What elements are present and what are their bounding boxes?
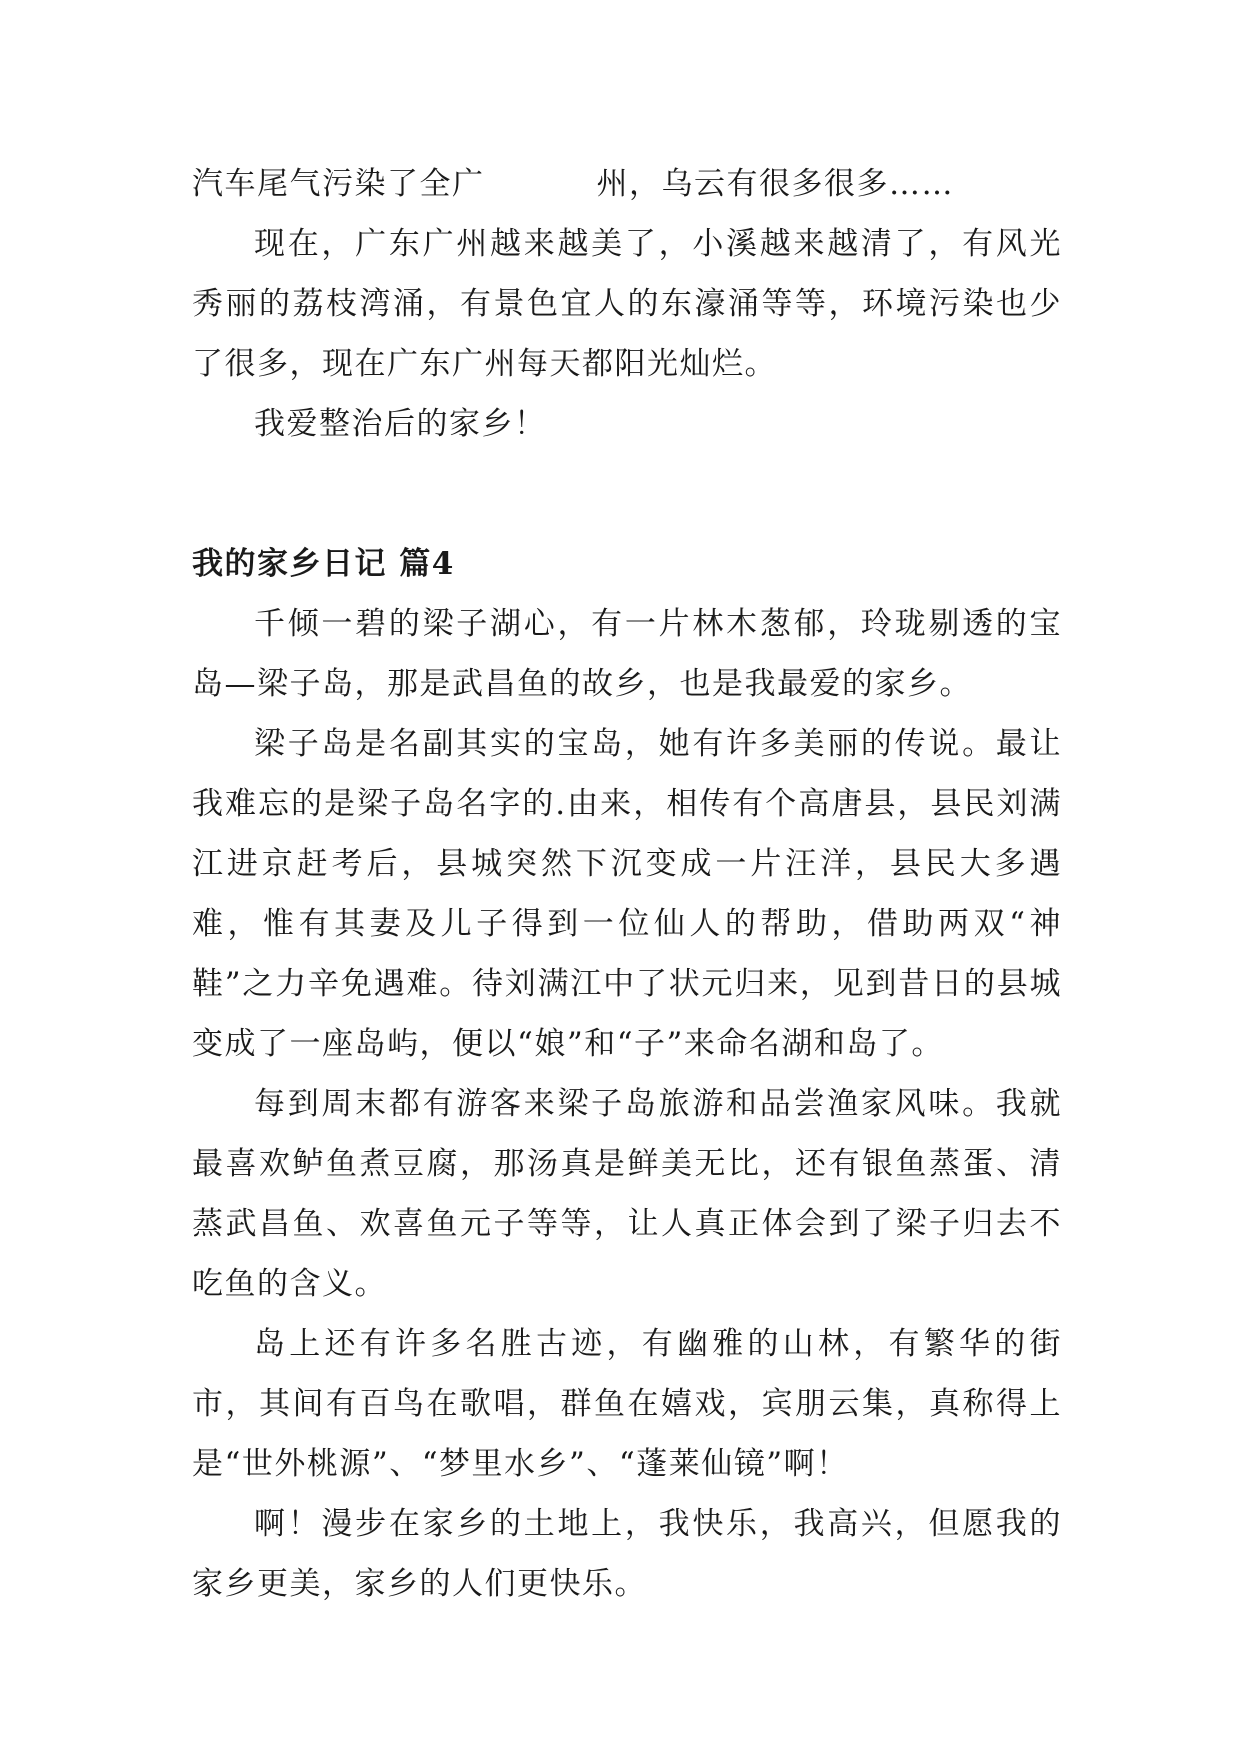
paragraph-fish-cuisine: 每到周末都有游客来梁子岛旅游和品尝渔家风味。我就最喜欢鲈鱼煮豆腐，那汤真是鲜美无比，还有银鱼蒸蛋、清蒸武昌鱼、欢喜鱼元子等等，让人真正体会到了梁子归去不吃鱼的含义。 [192,1086,1062,1302]
continued-line [192,154,1062,214]
section-title: 我的家乡日记 篇4 [192,546,455,582]
continued-line-part-b: 州，乌云有很多很多…… [596,166,954,202]
paragraph-scenic-spots: 岛上还有许多名胜古迹，有幽雅的山林，有繁华的街市，其间有百鸟在歌唱，群鱼在嬉戏，宾朋云集，真称得上是“世外桃源”、“梦里水乡”、“蓬莱仙镜”啊！ [192,1326,1062,1482]
section-spacer [192,454,1062,534]
continued-line-part-a: 汽车尾气污染了全广 [192,166,485,202]
paragraph-island-legend: 梁子岛是名副其实的宝岛，她有许多美丽的传说。最让我难忘的是梁子岛名字的.由来，相传有个高唐县，县民刘满江进京赶考后，县城突然下沉变成一片汪洋，县民大多遇难，惟有其妻及儿子得到一位仙人的帮助，借助两双“神鞋”之力辛免遇难。待刘满江中了状元归来，见到昔日的县城变成了一座岛屿，便以“娘”和“子”来命名湖和岛了。 [192,726,1062,1062]
paragraph-island-intro: 千倾一碧的梁子湖心，有一片林木葱郁，玲珑剔透的宝岛—梁子岛，那是武昌鱼的故乡，也是我最爱的家乡。 [192,606,1062,702]
paragraph-closing: 啊！漫步在家乡的土地上，我快乐，我高兴，但愿我的家乡更美，家乡的人们更快乐。 [192,1506,1062,1602]
paragraph-love-hometown: 我爱整治后的家乡！ [254,406,547,442]
document-body [192,154,1062,1614]
paragraph-city-now: 现在，广东广州越来越美了，小溪越来越清了，有风光秀丽的荔枝湾涌，有景色宜人的东濠涌等等，环境污染也少了很多，现在广东广州每天都阳光灿烂。 [192,226,1062,382]
